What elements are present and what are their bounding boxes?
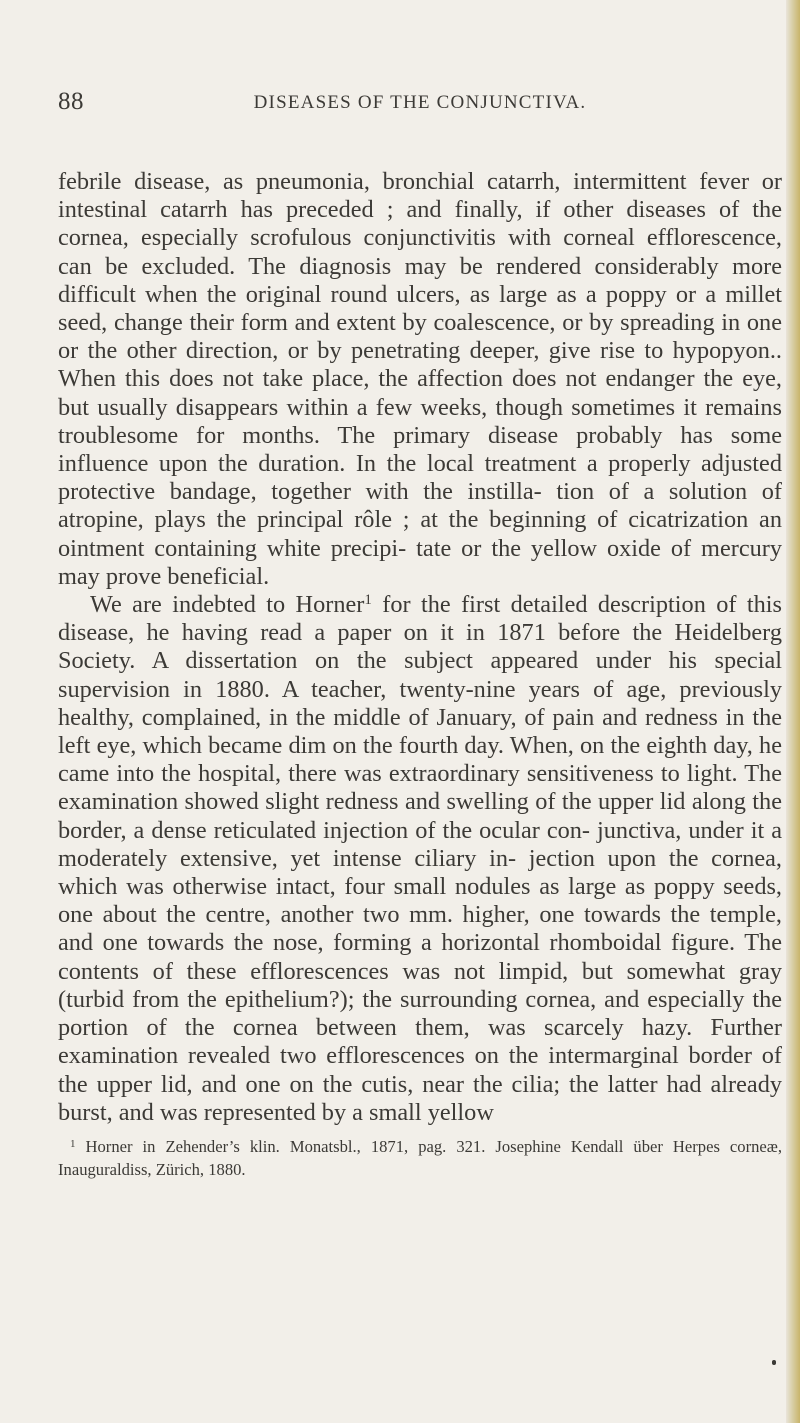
book-page [58, 82, 782, 1181]
footnote [58, 1135, 782, 1181]
page-edge [786, 0, 800, 1423]
footnote-reference: 1 [364, 592, 372, 609]
body-text [58, 168, 782, 1127]
page-number: 88 [58, 88, 84, 115]
paragraph-1: febrile disease, as pneumonia, bronchial catarrh, intermittent fever or intestinal catarrh has preceded ; and finally, if other diseases of the cornea, especially scrofulous conjunctivitis with corneal efflorescence, can be excluded. The diagnosis may be rendered considerably more difficult when the original round ulcers, as large as a poppy or a millet seed, change their form and extent by coalescence, or by spreading in one or the other direction, or by penetrating deeper, give rise to hypopyon.. When this does not take place, the affection does not endanger the eye, but usually disappears within a few weeks, though sometimes it remains troublesome for months. The primary disease probably has some influence upon the duration. In the local treatment a properly adjusted protective bandage, together with the instilla- tion of a solution of atropine, plays the principal rôle ; at the beginning of cicatrization an ointment containing white precipi- tate or the yellow oxide of mercury may prove beneficial. [58, 168, 782, 590]
footnote-marker: 1 [70, 1137, 76, 1150]
paragraph-2-lead: We are indebted to Horner [90, 591, 365, 619]
footnote-text: Horner in Zehender’s klin. Monatsbl., 1871, pag. 321. Josephine Kendall über Herpes corneæ, Inauguraldiss, Zürich, 1880. [58, 1136, 782, 1179]
page-header [58, 82, 782, 118]
running-title: DISEASES OF THE CONJUNCTIVA. [253, 92, 587, 113]
paragraph-2 [58, 591, 782, 1127]
print-speck [772, 1360, 776, 1365]
paragraph-2-body: for the first detailed description of this disease, he having read a paper on it in 1871 before the Heidelberg Society. A dissertation on the subject appeared under his special supervision in 1880. A teacher, twenty-nine years of age, previously healthy, complained, in the middle of January, of pain and redness in the left eye, which became dim on the fourth day. When, on the eighth day, he came into the hospital, there was extraordinary sensitiveness to light. The examination showed slight redness and swelling of the upper lid along the border, a dense reticulated injection of the ocular con- junctiva, under it a moderately extensive, yet intense ciliary in- jection upon the cornea, which was otherwise intact, four small nodules as large as poppy seeds, one about the centre, another two mm. higher, one towards the temple, and one towards the nose, forming a horizontal rhomboidal figure. The contents of these efflorescences was not limpid, but somewhat gray (turbid from the epithelium?); the surrounding cornea, and especially the portion of the cornea between them, was scarcely hazy. Further examination revealed two efflorescences on the intermarginal border of the upper lid, and one on the cutis, near the cilia; the latter had already burst, and was represented by a small yellow [58, 591, 782, 1126]
